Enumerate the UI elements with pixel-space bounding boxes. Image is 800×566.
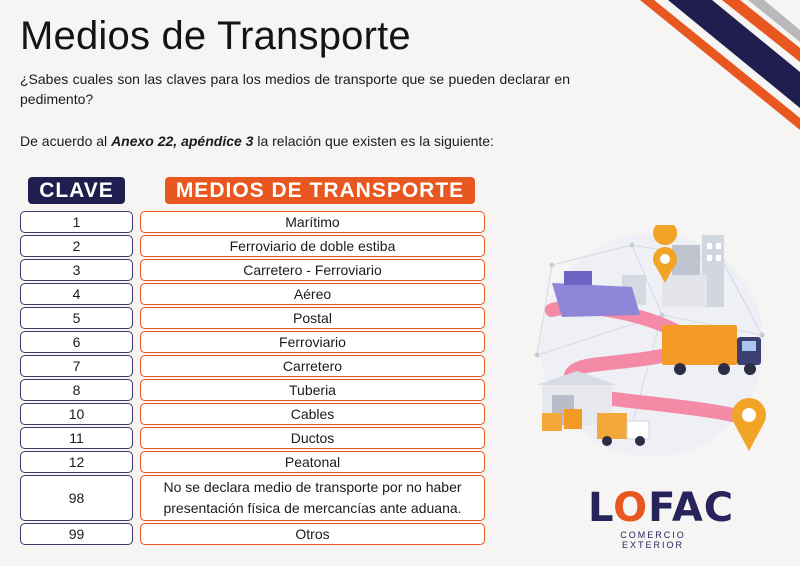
- table-row: [20, 307, 485, 329]
- clave-cell: 12: [20, 451, 133, 473]
- clave-cell: 2: [20, 235, 133, 257]
- clave-cell: 10: [20, 403, 133, 425]
- corner-stripes-decoration: [640, 0, 800, 130]
- page-title: Medios de Transporte: [20, 14, 411, 58]
- medio-cell: Aéreo: [140, 283, 485, 305]
- table-row: [20, 355, 485, 377]
- medio-cell: Peatonal: [140, 451, 485, 473]
- table-row: [20, 523, 485, 545]
- medio-cell: Carretero: [140, 355, 485, 377]
- logo-wordmark: LOFAC: [588, 485, 735, 531]
- clave-cell: 99: [20, 523, 133, 545]
- intro-question: ¿Sabes cuales son las claves para los medios de transporte que se pueden declarar en pedimento?: [20, 71, 570, 107]
- medio-cell: Ferroviario de doble estiba: [140, 235, 485, 257]
- medios-header: MEDIOS DE TRANSPORTE: [165, 177, 475, 204]
- table-row: [20, 451, 485, 473]
- clave-cell: 7: [20, 355, 133, 377]
- annex-reference: Anexo 22, apéndice 3: [111, 133, 254, 149]
- medio-cell: Ferroviario: [140, 331, 485, 353]
- table-row: [20, 427, 485, 449]
- medio-cell: Tuberia: [140, 379, 485, 401]
- clave-cell: 5: [20, 307, 133, 329]
- table-row: [20, 283, 485, 305]
- medio-cell: Otros: [140, 523, 485, 545]
- clave-cell: 3: [20, 259, 133, 281]
- clave-cell: 98: [20, 475, 133, 521]
- medio-cell: Ductos: [140, 427, 485, 449]
- table-row: [20, 403, 485, 425]
- clave-header: CLAVE: [28, 177, 125, 204]
- clave-cell: 1: [20, 211, 133, 233]
- medio-cell: Cables: [140, 403, 485, 425]
- transport-illustration: [512, 225, 782, 465]
- intro-sentence: De acuerdo al Anexo 22, apéndice 3 la relación que existen es la siguiente:: [20, 133, 494, 149]
- table-row: [20, 475, 485, 521]
- logo-tagline: COMERCIO EXTERIOR: [620, 530, 686, 550]
- medio-cell: Postal: [140, 307, 485, 329]
- medio-cell: Carretero - Ferroviario: [140, 259, 485, 281]
- transport-table: [20, 211, 485, 547]
- table-row: [20, 259, 485, 281]
- medio-cell: No se declara medio de transporte por no haber presentación física de mercancías ante aduana.: [140, 475, 485, 521]
- medio-cell: Marítimo: [140, 211, 485, 233]
- table-row: [20, 379, 485, 401]
- table-row: [20, 331, 485, 353]
- lofac-logo: [588, 485, 735, 550]
- table-row: [20, 235, 485, 257]
- clave-cell: 4: [20, 283, 133, 305]
- clave-cell: 11: [20, 427, 133, 449]
- clave-cell: 6: [20, 331, 133, 353]
- table-row: [20, 211, 485, 233]
- clave-cell: 8: [20, 379, 133, 401]
